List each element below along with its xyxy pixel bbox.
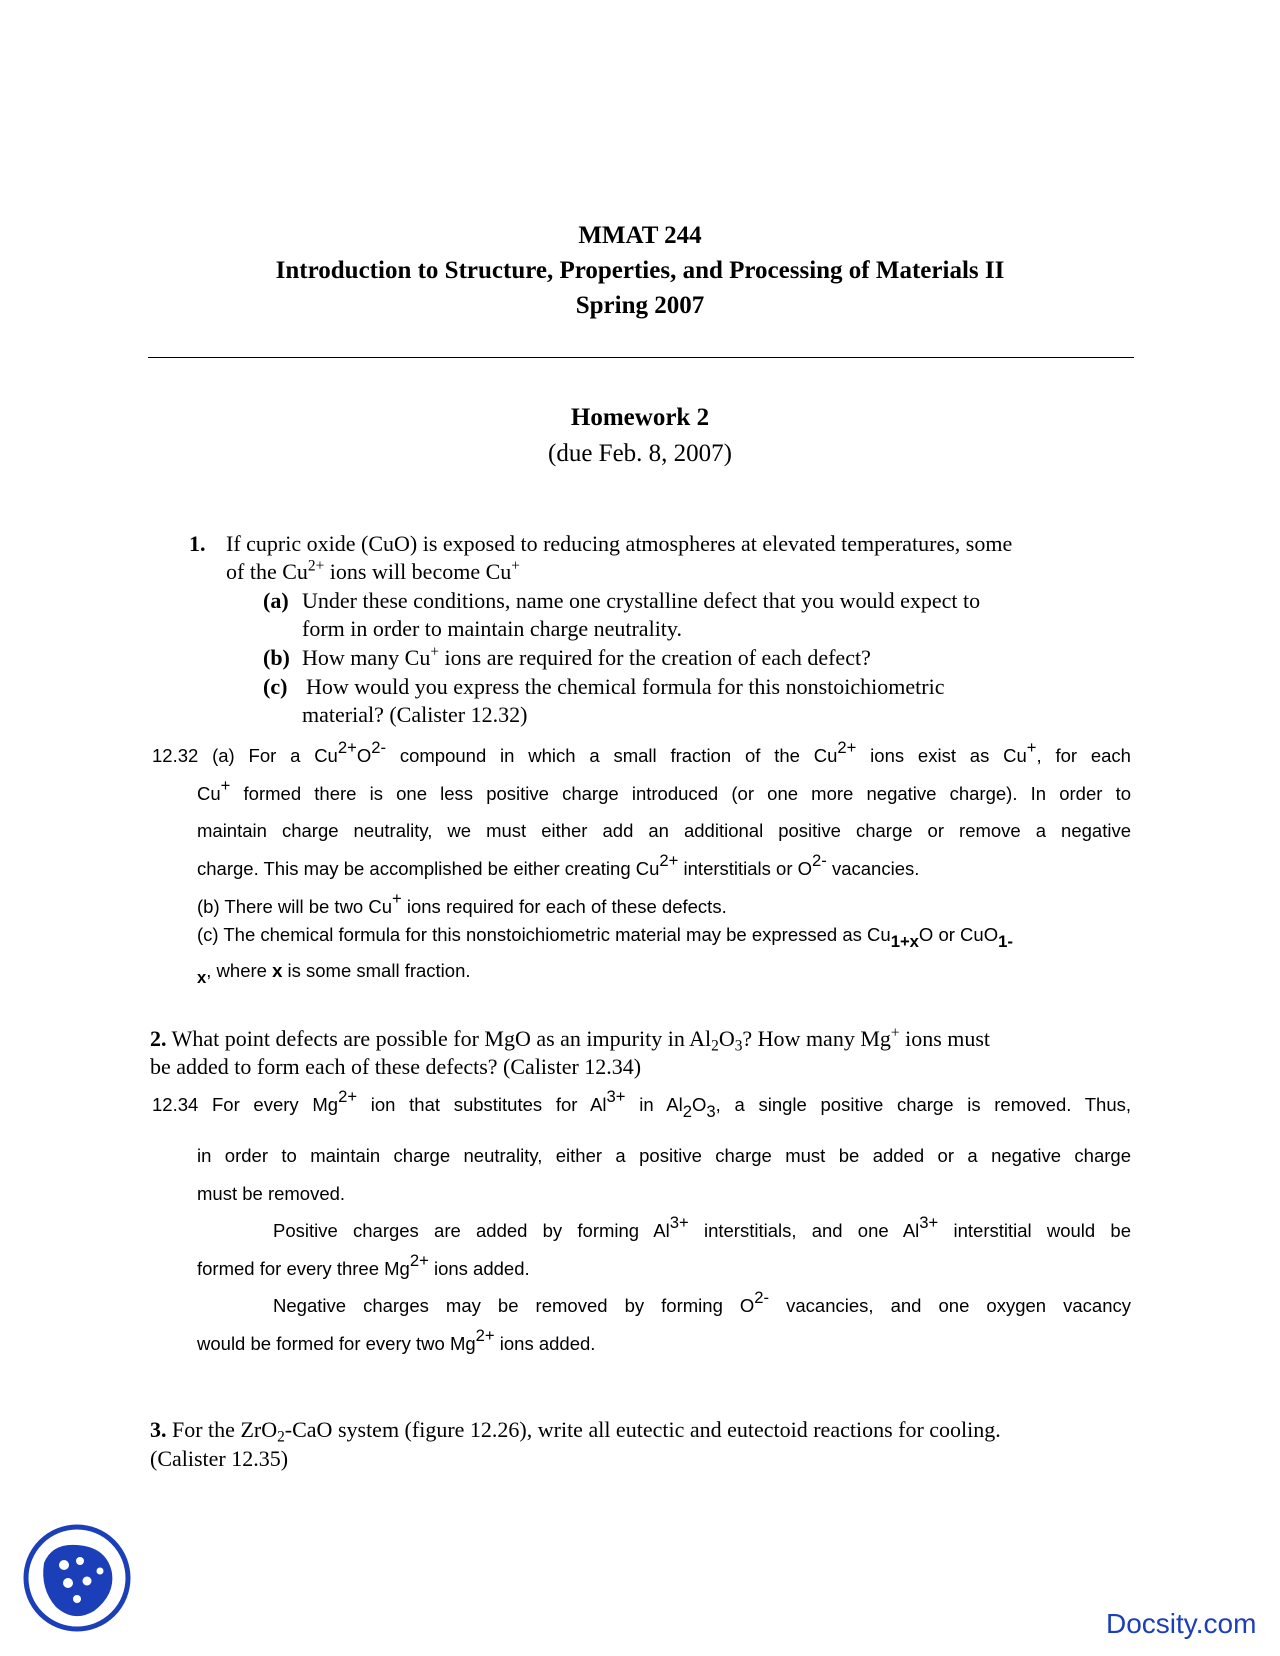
s1-line7: x, where x is some small fraction. bbox=[197, 960, 471, 987]
header-divider bbox=[148, 357, 1134, 358]
s2-line4: Positive charges are added by forming Al3+ interstitials, and one Al3+ interstitial would be bbox=[273, 1212, 1131, 1241]
due-date: (due Feb. 8, 2007) bbox=[548, 440, 732, 467]
course-title: Introduction to Structure, Properties, and Processing of Materials II bbox=[275, 257, 1005, 284]
q1-a-line1: Under these conditions, name one crystalline defect that you would expect to bbox=[302, 588, 981, 613]
q3-line2: (Calister 12.35) bbox=[150, 1446, 289, 1471]
docsity-brand[interactable]: Docsity.com bbox=[1106, 1608, 1257, 1639]
docsity-logo-icon bbox=[22, 1523, 132, 1633]
s2-line5: formed for every three Mg2+ ions added. bbox=[197, 1250, 530, 1279]
q1-c-line1: How would you express the chemical formula for this nonstoichiometric bbox=[306, 674, 945, 699]
s1-line3: maintain charge neutrality, we must either add an additional positive charge or remove a negative bbox=[197, 820, 1131, 841]
q1-a-label: (a) bbox=[263, 588, 289, 613]
s2-line6: Negative charges may be removed by forming O2- vacancies, and one oxygen vacancy bbox=[273, 1287, 1131, 1316]
q2-line2: be added to form each of these defects? (Calister 12.34) bbox=[150, 1054, 642, 1079]
q3-line1: 3. For the ZrO$_2$-CaO system (figure 12.26), write all eutectic and eutectoid reactions for cooling. bbox=[150, 1417, 1001, 1446]
q1-a-line2: form in order to maintain charge neutrality. bbox=[302, 616, 682, 641]
q2-line1: 2. What point defects are possible for MgO as an impurity in $Al_2O_3$? How many Mg+ ions must bbox=[150, 1024, 991, 1055]
q1-c-label: (c) bbox=[263, 674, 288, 699]
q1-c-line2: material? (Calister 12.32) bbox=[302, 702, 528, 727]
s1-line1: 12.32 (a) For a Cu2+O2- compound in which a small fraction of the Cu2+ ions exist as Cu+, for each bbox=[152, 737, 1131, 766]
homework-title: Homework 2 bbox=[570, 404, 710, 431]
q1-number: 1. bbox=[189, 531, 206, 556]
s2-line1: 12.34 For every Mg2+ ion that substitutes for Al3+ in Al2O3, a single positive charge is removed. Thus, bbox=[152, 1086, 1132, 1121]
s2-line2: in order to maintain charge neutrality, either a positive charge must be added or a negative charge bbox=[197, 1145, 1131, 1166]
s1-line4: charge. This may be accomplished be either creating Cu2+ interstitials or O2- vacancies. bbox=[197, 850, 920, 879]
s2-line3: must be removed. bbox=[197, 1183, 346, 1204]
s2-line7: would be formed for every two Mg2+ ions added. bbox=[197, 1325, 596, 1354]
s1-line6: (c) The chemical formula for this nonstoichiometric material may be expressed as Cu1+xO or CuO1- bbox=[197, 924, 1013, 951]
course-code: MMAT 244 bbox=[578, 222, 702, 249]
q1-line2: of the $Cu^{2+}$ ions will become Cu+ bbox=[226, 557, 520, 584]
term: Spring 2007 bbox=[575, 292, 705, 319]
q1-line1: If cupric oxide (CuO) is exposed to reducing atmospheres at elevated temperatures, some bbox=[226, 531, 1013, 556]
q1-b-text: How many Cu+ ions are required for the creation of each defect? bbox=[302, 643, 871, 670]
s1-line5: (b) There will be two Cu+ ions required for each of these defects. bbox=[197, 888, 727, 917]
s1-line2: Cu+ formed there is one less positive charge introduced (or one more negative charge). In order to bbox=[197, 775, 1131, 804]
q1-b-label: (b) bbox=[263, 645, 290, 670]
